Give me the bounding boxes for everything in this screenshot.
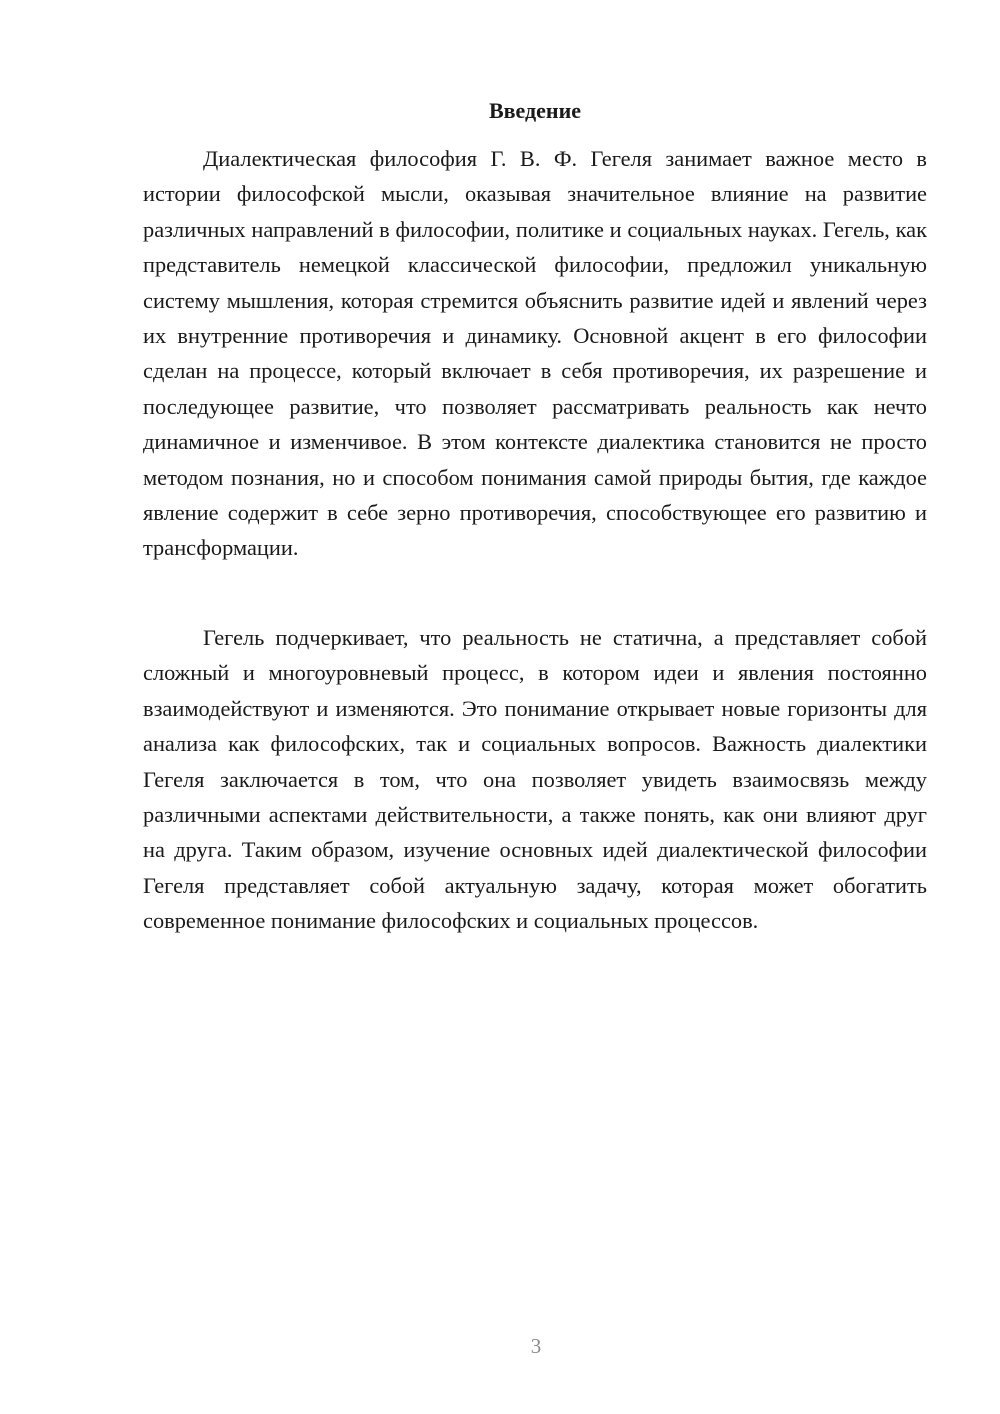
paragraph-importance: Гегель подчеркивает, что реальность не статична, а представляет собой сложный и многоуровневый процесс, в котором идеи и явления постоянно взаимодействуют и изменяются. Это понимание открывает новые горизонты для анализа как философских, так и социальных вопросов. Важность диалектики Гегеля заключается в том, что она позволяет увидеть взаимосвязь между различными аспектами действительности, а также понять, как они влияют друг на друга. Таким образом, изучение основных идей диалектической философии Гегеля представляет собой актуальную задачу, которая может обогатить современное понимание философских и социальных процессов. [143, 625, 927, 934]
paragraph-intro: Диалектическая философия Г. В. Ф. Гегеля занимает важное место в истории философской мысли, оказывая значительное влияние на развитие различных направлений в философии, политике и социальных науках. Гегель, как представитель немецкой классической философии, предложил уникальную систему мышления, которая стремится объяснить развитие идей и явлений через их внутренние противоречия и динамику. Основной акцент в его философии сделан на процессе, который включает в себя противоречия, их разрешение и последующее развитие, что позволяет рассматривать реальность как нечто динамичное и изменчивое. В этом контексте диалектика становится не просто методом познания, но и способом понимания самой природы бытия, где каждое явление содержит в себе зерно противоречия, способствующее его развитию и трансформации. [143, 146, 927, 561]
page-number: 3 [530, 1334, 542, 1358]
section-heading: Введение [488, 98, 582, 123]
